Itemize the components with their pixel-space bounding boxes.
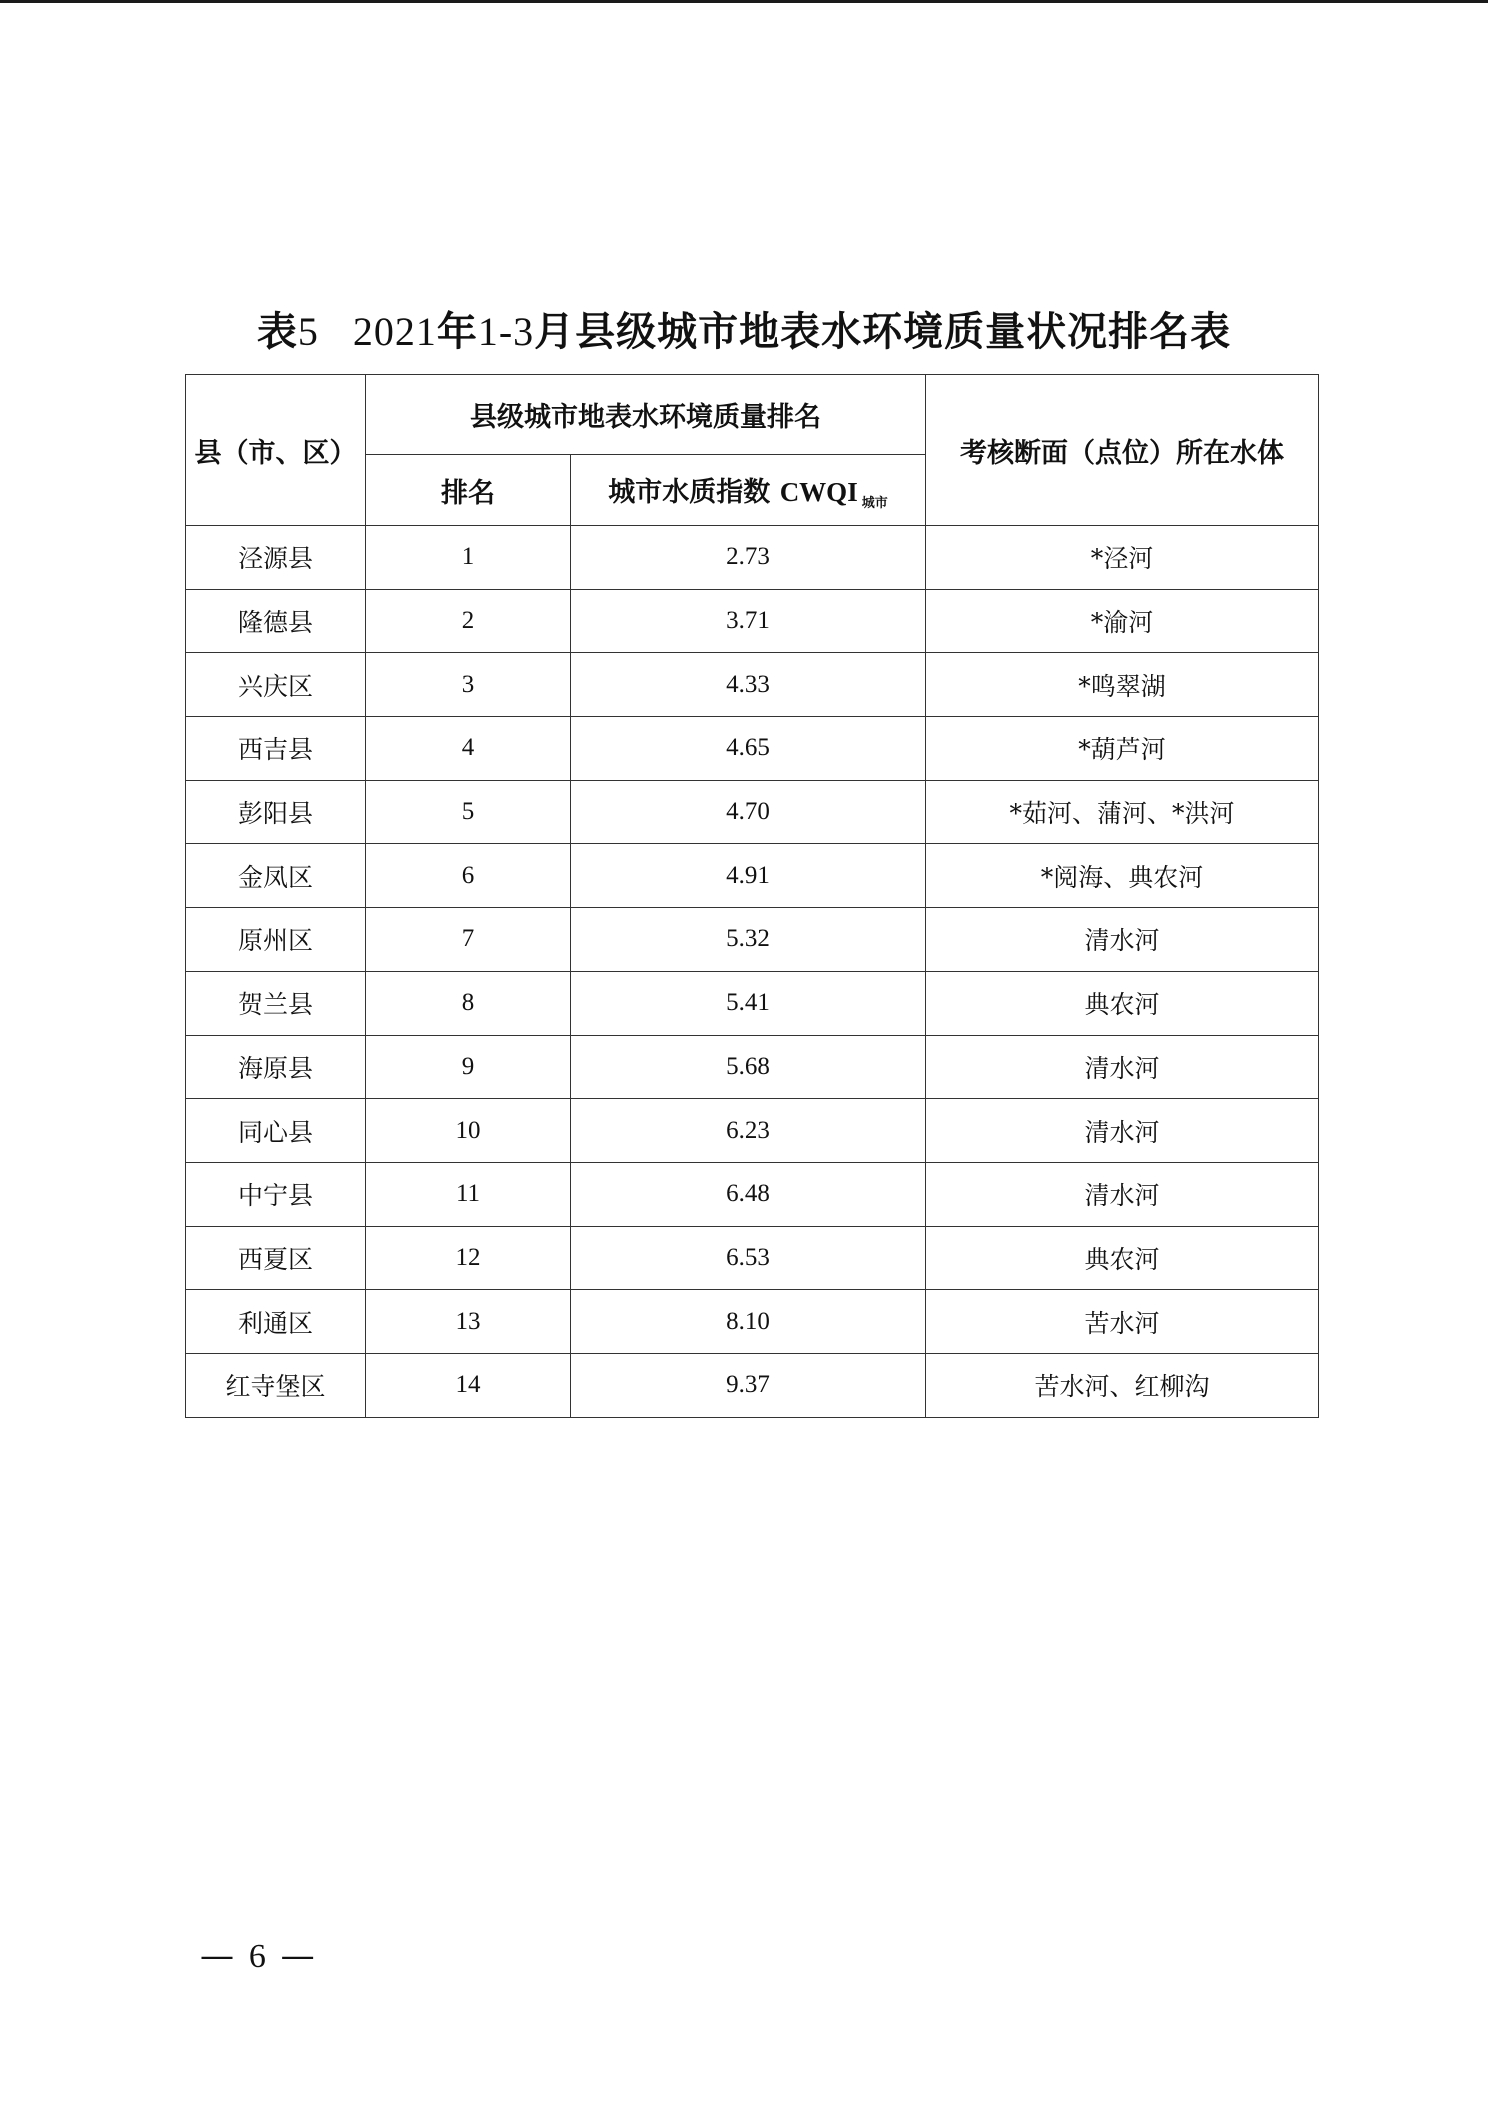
cell-cwqi: 9.37	[571, 1353, 926, 1417]
cell-cwqi: 4.91	[571, 844, 926, 908]
header-county: 县（市、区）	[186, 375, 366, 526]
cell-rank: 8	[366, 971, 571, 1035]
table-row	[186, 1162, 1319, 1226]
cell-county: 泾源县	[186, 526, 366, 590]
table-row	[186, 653, 1319, 717]
cell-county: 海原县	[186, 1035, 366, 1099]
cell-cwqi: 5.41	[571, 971, 926, 1035]
cell-cwqi: 4.70	[571, 780, 926, 844]
table-row	[186, 1353, 1319, 1417]
cell-rank: 7	[366, 908, 571, 972]
table-row	[186, 1290, 1319, 1354]
cell-rank: 10	[366, 1099, 571, 1163]
table-row	[186, 1035, 1319, 1099]
cell-county: 彭阳县	[186, 780, 366, 844]
cell-rank: 14	[366, 1353, 571, 1417]
cell-cwqi: 4.65	[571, 717, 926, 781]
table-row	[186, 717, 1319, 781]
cell-county: 中宁县	[186, 1162, 366, 1226]
cell-cwqi: 4.33	[571, 653, 926, 717]
title-year-suffix: 年	[436, 308, 478, 355]
table-row	[186, 844, 1319, 908]
cell-cwqi: 5.32	[571, 908, 926, 972]
cell-county: 红寺堡区	[186, 1353, 366, 1417]
cell-cwqi: 6.53	[571, 1226, 926, 1290]
cell-rank: 9	[366, 1035, 571, 1099]
cell-county: 利通区	[186, 1290, 366, 1354]
table-body	[186, 526, 1319, 1418]
cell-county: 贺兰县	[186, 971, 366, 1035]
top-border-line	[0, 0, 1488, 3]
title-table-number: 5	[297, 309, 319, 354]
cell-cwqi: 2.73	[571, 526, 926, 590]
cell-rank: 2	[366, 589, 571, 653]
cell-rank: 3	[366, 653, 571, 717]
title-months: 1-3	[477, 309, 535, 354]
cell-rank: 12	[366, 1226, 571, 1290]
cell-county: 兴庆区	[186, 653, 366, 717]
cell-county: 隆德县	[186, 589, 366, 653]
page-number	[200, 1936, 317, 1976]
title-prefix: 表	[256, 308, 298, 355]
cell-water-body: 苦水河	[926, 1290, 1319, 1354]
cell-county: 西吉县	[186, 717, 366, 781]
cell-water-body: 苦水河、红柳沟	[926, 1353, 1319, 1417]
cell-cwqi: 8.10	[571, 1290, 926, 1354]
cell-cwqi: 3.71	[571, 589, 926, 653]
cell-water-body: *泾河	[926, 526, 1319, 590]
cell-water-body: 典农河	[926, 1226, 1319, 1290]
table-row	[186, 1099, 1319, 1163]
title-rest: 月县级城市地表水环境质量状况排名表	[534, 308, 1232, 355]
cell-county: 金凤区	[186, 844, 366, 908]
cell-rank: 5	[366, 780, 571, 844]
header-rank: 排名	[366, 455, 571, 526]
cell-water-body: 清水河	[926, 1099, 1319, 1163]
header-cwqi	[571, 455, 926, 526]
cell-rank: 6	[366, 844, 571, 908]
table-row	[186, 908, 1319, 972]
cell-rank: 13	[366, 1290, 571, 1354]
header-cwqi-latin: CWQI	[779, 476, 858, 507]
cell-county: 西夏区	[186, 1226, 366, 1290]
cell-cwqi: 6.48	[571, 1162, 926, 1226]
cell-cwqi: 6.23	[571, 1099, 926, 1163]
header-ranking-group: 县级城市地表水环境质量排名	[366, 375, 926, 455]
table-row	[186, 780, 1319, 844]
cell-rank: 11	[366, 1162, 571, 1226]
table-row	[186, 589, 1319, 653]
cell-water-body: *渝河	[926, 589, 1319, 653]
cell-water-body: *鸣翠湖	[926, 653, 1319, 717]
header-cwqi-subscript: 城市	[861, 495, 888, 511]
page-number-value: 6	[248, 1938, 268, 1975]
cell-water-body: 清水河	[926, 1162, 1319, 1226]
ranking-table	[185, 374, 1319, 1418]
table-row	[186, 1226, 1319, 1290]
cell-rank: 1	[366, 526, 571, 590]
cell-water-body: *阅海、典农河	[926, 844, 1319, 908]
cell-water-body: 清水河	[926, 908, 1319, 972]
header-water-body: 考核断面（点位）所在水体	[926, 375, 1319, 526]
cell-water-body: *葫芦河	[926, 717, 1319, 781]
cell-cwqi: 5.68	[571, 1035, 926, 1099]
page-dash-right: —	[280, 1936, 317, 1976]
cell-water-body: 典农河	[926, 971, 1319, 1035]
page-dash-left: —	[200, 1936, 236, 1976]
cell-county: 同心县	[186, 1099, 366, 1163]
table-title	[0, 300, 1488, 357]
table-row	[186, 971, 1319, 1035]
cell-rank: 4	[366, 717, 571, 781]
cell-water-body: *茹河、蒲河、*洪河	[926, 780, 1319, 844]
header-cwqi-prefix: 城市水质指数	[608, 476, 771, 508]
title-year: 2021	[352, 309, 437, 354]
cell-water-body: 清水河	[926, 1035, 1319, 1099]
table-row	[186, 526, 1319, 590]
cell-county: 原州区	[186, 908, 366, 972]
